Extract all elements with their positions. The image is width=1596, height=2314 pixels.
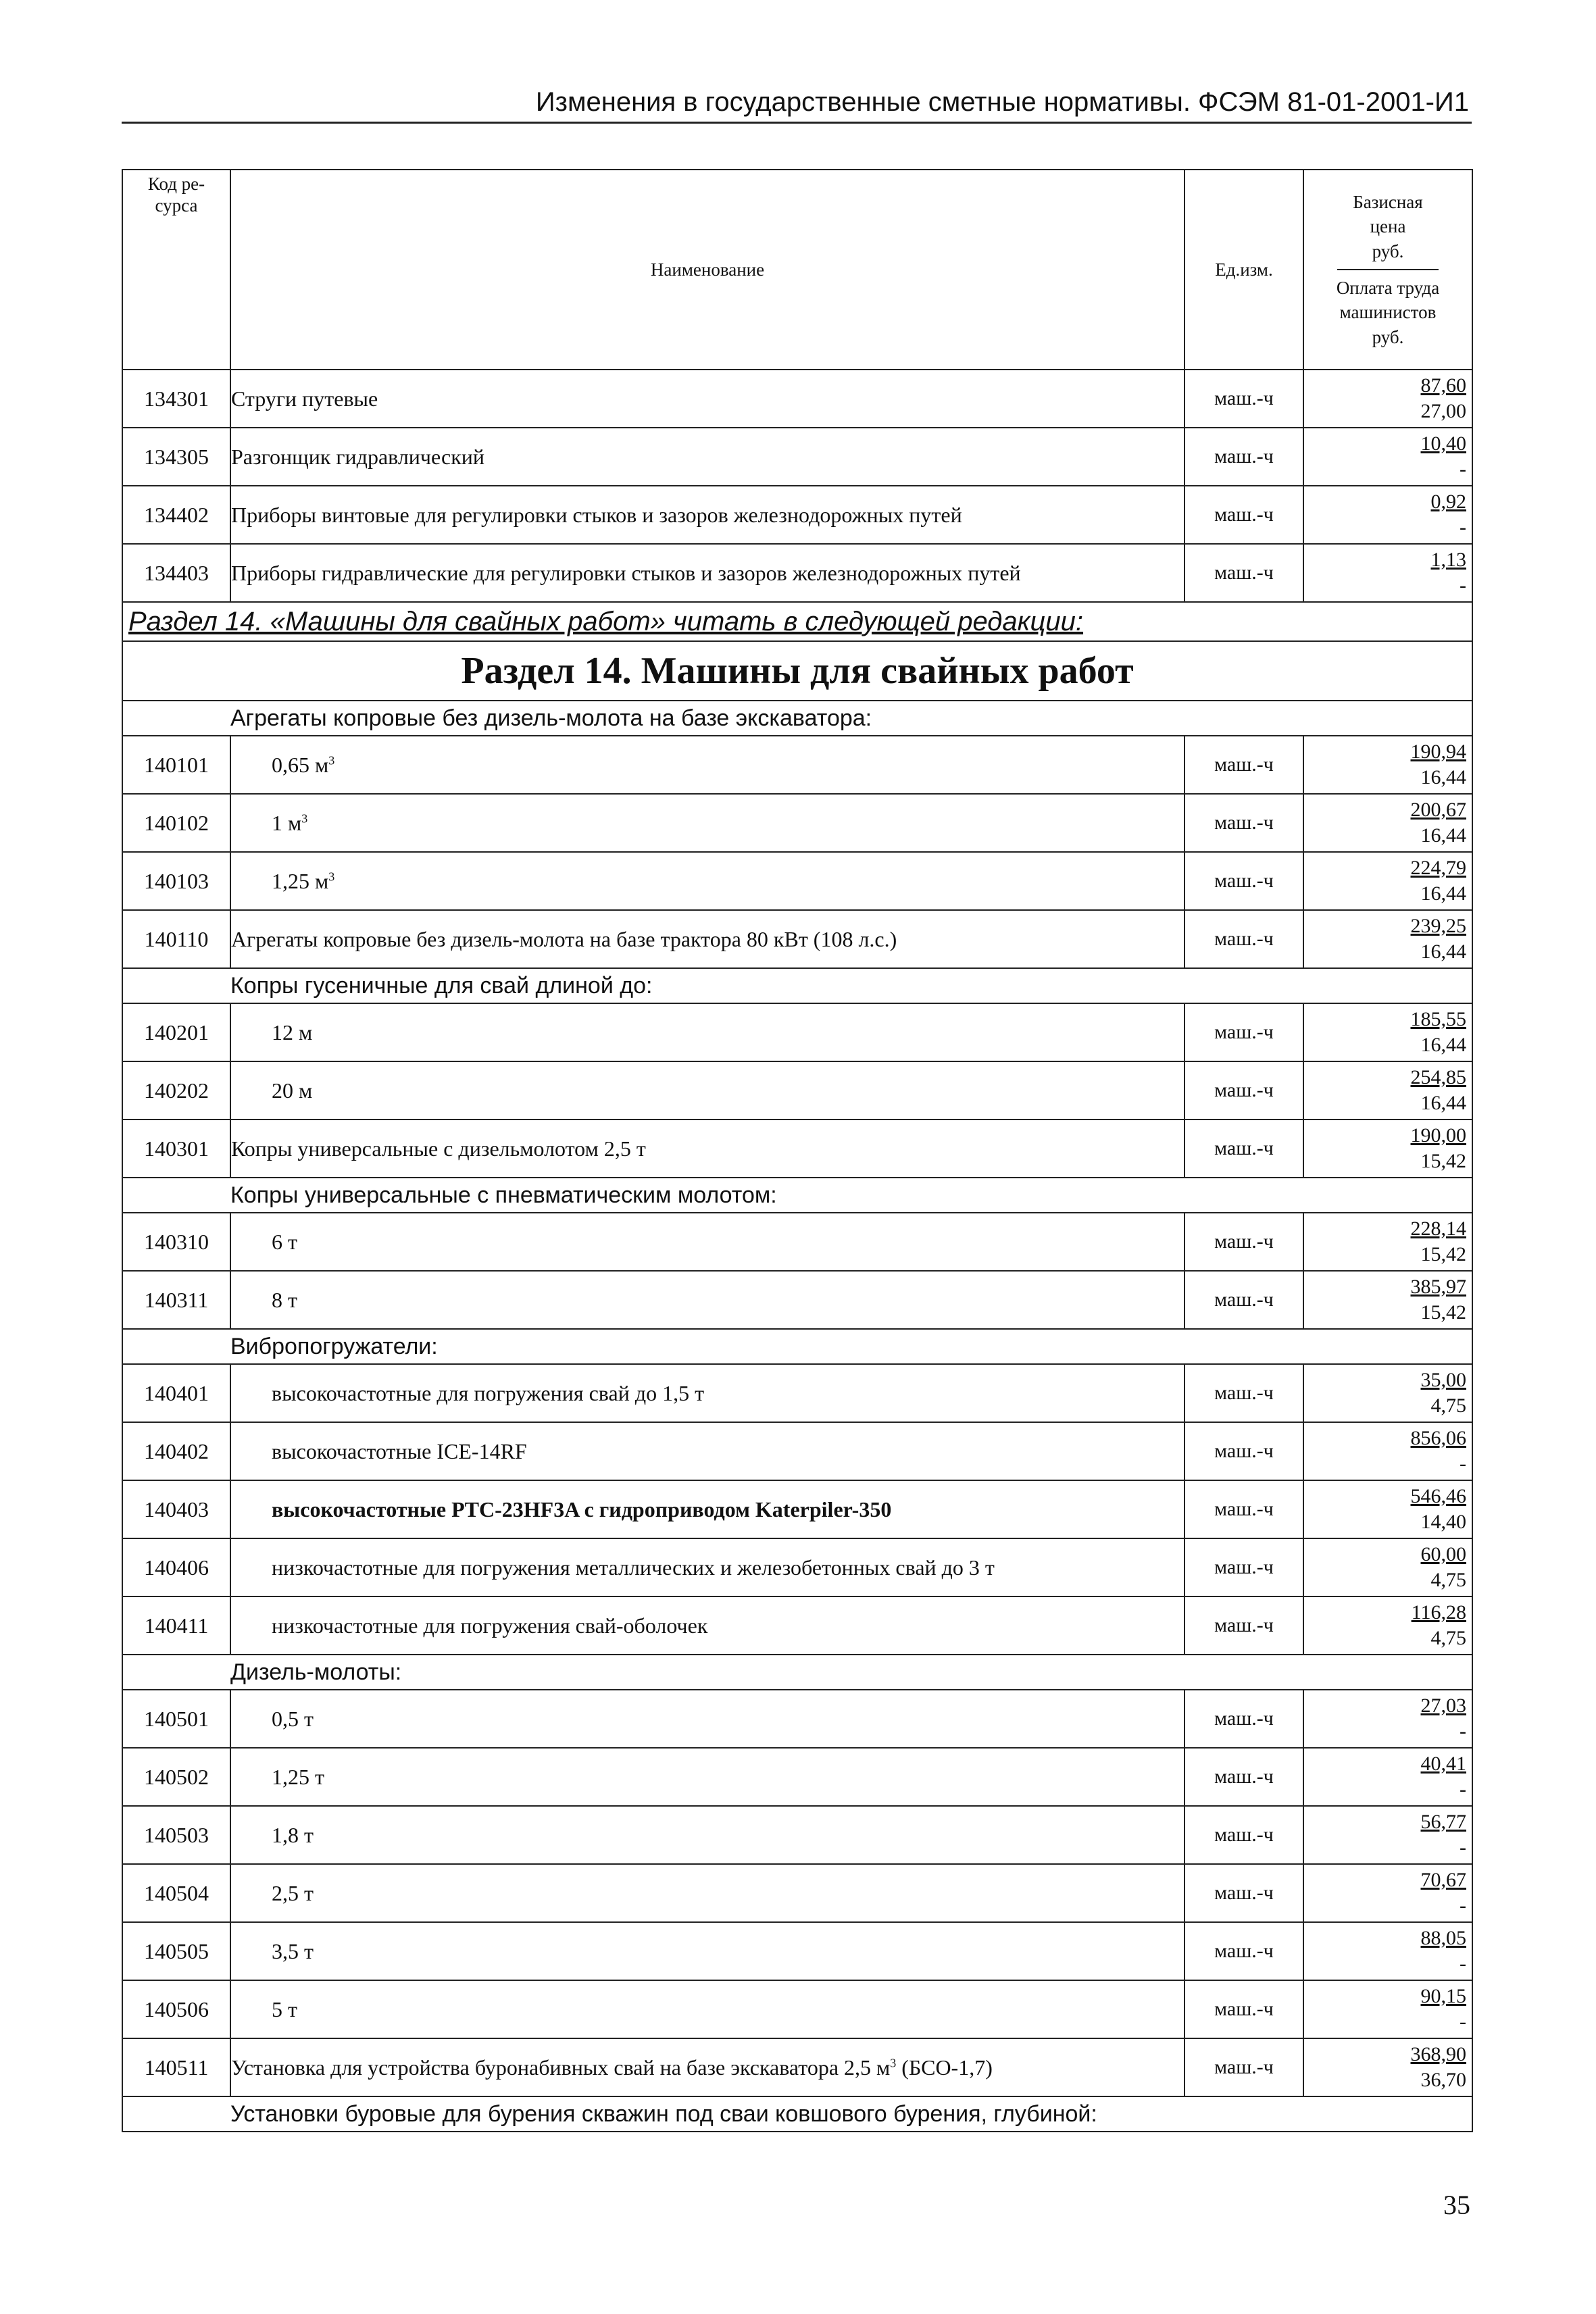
table-row: 140501 0,5 т маш.-ч 27,03 - [122, 1690, 1472, 1748]
wage: - [1460, 2011, 1466, 2033]
table-row: 140411 низкочастотные для погружения свай-оболочек маш.-ч 116,28 4,75 [122, 1596, 1472, 1655]
resource-table [122, 169, 1473, 2132]
section-title-row [122, 641, 1472, 701]
wage: 36,70 [1420, 2069, 1466, 2091]
table-row: 140311 8 т маш.-ч 385,97 15,42 [122, 1271, 1472, 1329]
price: 1,13 [1430, 549, 1466, 571]
price: 87,60 [1420, 374, 1466, 397]
wage: 4,75 [1430, 1627, 1466, 1649]
page-number: 35 [1443, 2190, 1470, 2220]
header-name: Наименование [230, 170, 1184, 370]
header-code: Код ре- сурса [122, 170, 230, 370]
wage: 16,44 [1420, 882, 1466, 905]
group-label: Установки буровые для бурения скважин под сваи ковшового бурения, глубиной: [230, 2096, 1472, 2132]
price: 88,05 [1420, 1927, 1466, 1949]
table-row: 140511 Установка для устройства буронабивных свай на базе экскаватора 2,5 $м^3$ (БСО-1,7) маш.-ч 368,90 36,70 [122, 2038, 1472, 2096]
wage: - [1460, 574, 1466, 597]
group-label: Копры гусеничные для свай длиной до: [230, 968, 1472, 1003]
wage: - [1460, 1836, 1466, 1859]
price: 385,97 [1410, 1276, 1466, 1298]
wage: - [1460, 516, 1466, 538]
group-row [122, 1178, 1472, 1213]
table-row: 140406 низкочастотные для погружения металлических и железобетонных свай до 3 т маш.-ч 60,00 4,75 [122, 1538, 1472, 1596]
group-row [122, 2096, 1472, 2132]
edit-note-row [122, 602, 1472, 641]
table-row: 134305 Разгонщик гидравлический маш.-ч 10,40 - [122, 428, 1472, 486]
header-wage: Оплата труда машинистов руб. [1336, 278, 1440, 347]
table-row: 140103 1,25 $м^3$ маш.-ч 224,79 16,44 [122, 852, 1472, 910]
wage: 4,75 [1430, 1394, 1466, 1417]
wage: - [1460, 1453, 1466, 1475]
table-row: 140503 1,8 т маш.-ч 56,77 - [122, 1806, 1472, 1864]
group-label: Агрегаты копровые без дизель-молота на базе экскаватора: [230, 701, 1472, 736]
section-title: Раздел 14. Машины для свайных работ [122, 641, 1472, 701]
page-header [122, 80, 1472, 124]
wage: 15,42 [1420, 1150, 1466, 1172]
price: 60,00 [1420, 1543, 1466, 1565]
table-row: 140202 20 м маш.-ч 254,85 16,44 [122, 1061, 1472, 1120]
wage: 4,75 [1430, 1569, 1466, 1591]
header-price [1303, 170, 1472, 370]
price: 190,00 [1410, 1124, 1466, 1147]
price: 228,14 [1410, 1217, 1466, 1240]
price: 0,92 [1430, 491, 1466, 513]
price: 368,90 [1410, 2043, 1466, 2065]
wage: - [1460, 1778, 1466, 1801]
table-row: 140505 3,5 т маш.-ч 88,05 - [122, 1922, 1472, 1980]
table-row: 140403 высокочастотные PTC-23HF3A с гидроприводом Katerpiler-350 маш.-ч 546,46 14,40 [122, 1480, 1472, 1538]
table-row: 134403 Приборы гидравлические для регулировки стыков и зазоров железнодорожных путей маш.-ч 1,13 - [122, 544, 1472, 602]
price: 190,94 [1410, 740, 1466, 763]
price: 856,06 [1410, 1427, 1466, 1449]
wage: - [1460, 1894, 1466, 1917]
group-row [122, 1655, 1472, 1690]
group-row [122, 701, 1472, 736]
price: 35,00 [1420, 1369, 1466, 1391]
price: 90,15 [1420, 1985, 1466, 2007]
wage: 16,44 [1420, 940, 1466, 963]
table-row: 140502 1,25 т маш.-ч 40,41 - [122, 1748, 1472, 1806]
wage: 16,44 [1420, 1034, 1466, 1056]
wage: 27,00 [1420, 400, 1466, 422]
table-row: 134402 Приборы винтовые для регулировки стыков и зазоров железнодорожных путей маш.-ч 0,92 - [122, 486, 1472, 544]
table-row: 140402 высокочастотные ICE-14RF маш.-ч 856,06 - [122, 1422, 1472, 1480]
table-row: 140110 Агрегаты копровые без дизель-молота на базе трактора 80 кВт (108 л.с.) маш.-ч 239,25 16,44 [122, 910, 1472, 968]
group-row [122, 1329, 1472, 1364]
table-row: 140310 6 т маш.-ч 228,14 15,42 [122, 1213, 1472, 1271]
header-unit: Ед.изм. [1184, 170, 1303, 370]
header-title: Изменения в государственные сметные нормативы. ФСЭМ 81-01-2001-И1 [535, 87, 1469, 117]
wage: 16,44 [1420, 766, 1466, 788]
table-row: 140201 12 м маш.-ч 185,55 16,44 [122, 1003, 1472, 1061]
wage: 16,44 [1420, 1092, 1466, 1114]
group-label: Вибропогружатели: [230, 1329, 1472, 1364]
group-row [122, 968, 1472, 1003]
table-row: 140401 высокочастотные для погружения свай до 1,5 т маш.-ч 35,00 4,75 [122, 1364, 1472, 1422]
price: 185,55 [1410, 1008, 1466, 1030]
wage: - [1460, 458, 1466, 480]
edit-note: Раздел 14. «Машины для свайных работ» читать в следующей редакции: [122, 602, 1472, 641]
table-header-row [122, 170, 1472, 370]
price: 10,40 [1420, 432, 1466, 455]
wage: - [1460, 1720, 1466, 1742]
table-row: 140301 Копры универсальные с дизельмолотом 2,5 т маш.-ч 190,00 15,42 [122, 1120, 1472, 1178]
header-base-price: Базисная цена руб. [1353, 191, 1423, 261]
table-row: 134301 Струги путевые маш.-ч 87,60 27,00 [122, 370, 1472, 428]
wage: 15,42 [1420, 1301, 1466, 1324]
price: 27,03 [1420, 1694, 1466, 1717]
group-label: Копры универсальные с пневматическим молотом: [230, 1178, 1472, 1213]
table-row: 140504 2,5 т маш.-ч 70,67 - [122, 1864, 1472, 1922]
table-row: 140506 5 т маш.-ч 90,15 - [122, 1980, 1472, 2038]
price: 70,67 [1420, 1869, 1466, 1891]
wage: - [1460, 1953, 1466, 1975]
price: 224,79 [1410, 857, 1466, 879]
price: 239,25 [1410, 915, 1466, 937]
table-row: 140101 0,65 $м^3$ маш.-ч 190,94 16,44 [122, 736, 1472, 794]
wage: 14,40 [1420, 1511, 1466, 1533]
wage: 15,42 [1420, 1243, 1466, 1265]
price: 116,28 [1411, 1601, 1466, 1624]
price: 56,77 [1420, 1811, 1466, 1833]
price: 546,46 [1410, 1485, 1466, 1507]
wage: 16,44 [1420, 824, 1466, 847]
group-label: Дизель-молоты: [230, 1655, 1472, 1690]
price: 200,67 [1410, 799, 1466, 821]
price: 40,41 [1420, 1753, 1466, 1775]
table-row: 140102 1 $м^3$ маш.-ч 200,67 16,44 [122, 794, 1472, 852]
price: 254,85 [1410, 1066, 1466, 1088]
